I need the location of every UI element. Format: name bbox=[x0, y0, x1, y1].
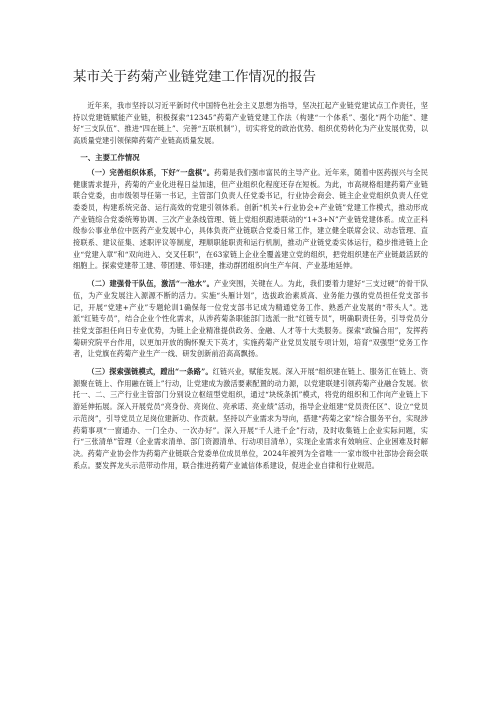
section-heading: 一、主要工作情况 bbox=[80, 152, 140, 162]
paragraph-2-body: 产业突围，关键在人。为此，我们要着力建好“三支过硬”的骨干队伍，为产业发展注入源源不断的活力。实施“头雁计划”，选拔政治素质高、业务能力强的党员担任党支部书记，开展“党建+产业”专题轮训1确保每一位党支部书记成为精通党务工作、熟悉产业发展的“带头人”。选派“红链专员”，结合企业个性化需求，从涉药菊条职能部门选派一批“红链专员”，明确职责任务，引导党员分挂党支部担任向日专业优势，为链上企业精准提供政务、金融、人才等十大类服务。探索“政编合用”，发挥药菊研究院平台作用，以更加开放的胸怀聚天下英才，实施药菊产业党员发展专项计划，培育“双强型”党务工作者，让党旗在药菊产业生产一线、研发创新前沿高高飘扬。 bbox=[73, 279, 428, 359]
paragraph-1-body: 药菊是我们强市富民的主导产业。近年来，随着中医药振兴与全民健康需求提升，药菊的产业化进程日益加速，但产业组织化程度还存在短板。为此，市高规格组建药菊产业链联合党委，由市级领导任第一书记，主管部门负责人任党委书记，行业协会商会、链主企业党组织负责人任党委委员，构建系统完备、运行高效的党建引领体系。创新“机关+行业协会+产业链”党建工作模式，推动形成产业链综合党委统筹协调、三次产业条线管理、链上党组织跟进联动的“1+3+N”产业链党建体系。成立正科级参公事业单位中医药产业发展中心，具体负责产业链联合党委日常工作，建立健全联席会议、动态管理、直接联系、建议征集、述职评议等制度，理顺职能职责和运行机制，推动产业链党委实体运行，稳步推进链上企业“党建入章”和“双向进入、交叉任职”，在63家链上企业全覆盖建立党的组织，把党组织建在产业链最活跃的细胞上。探索党建带工建、带团建、带妇建，推动群团组织向生产车间、产业基地延伸。 bbox=[73, 167, 428, 271]
paragraph-2 bbox=[73, 278, 428, 360]
intro-paragraph: 近年来，我市坚持以习近平新时代中国特色社会主义思想为指导，坚决扛起产业链党建试点工作责任，坚持以党建链赋能产业链，积极探索“12345”药菊产业链党建工作法（构建“一个体系”、强化“两个功能”、建好“三支队伍”、推进“四在链上”、完善“五联机制”），切实将党的政治优势、组织优势转化为产业发展优势，以高质量党建引领保障药菊产业链高质量发展。 bbox=[73, 101, 428, 146]
paragraph-3-subheading: （三）探索强链模式，蹚出“一条路”。 bbox=[87, 367, 213, 377]
paragraph-3 bbox=[73, 366, 428, 471]
paragraph-1 bbox=[73, 167, 428, 272]
paragraph-2-subheading: （二）建强骨干队伍，激活“一池水”。 bbox=[87, 279, 214, 289]
paragraph-1-subheading: （一）完善组织体系，下好“一盘棋”。 bbox=[87, 167, 215, 177]
document-page bbox=[73, 68, 428, 473]
paragraph-3-body: 红链兴业，赋能发展。深入开展“组织建在链上、服务汇在链上、资源聚在链上、作用融在链上”行动，让党建成为激活要素配置的动力源，以党建联建引领药菊产业融合发展。依托一、二、三产行业主管部门分别设立枢纽型党组织，通过“块统条抓”模式，将党的组织和工作向产业链上下游延伸拓展。深入开展党员“亮身份、亮岗位、亮承诺、亮业绩”活动，指导企业组建“党员责任区”、设立“党员示范岗”，引导党员立足岗位建新功、作贡献。坚持以产业需求为导向，搭建“药菊之家”综合服务平台，实现涉药菊事项“一窗通办、一门全办、一次办好”。深入开展“千人进千企”行动，及时收集链上企业实际问题，实行“三张清单”管理（企业需求清单、部门资源清单、行动项目清单），实现企业需求有效响应、企业困难及时解决。药菊产业协会作为药菊产业链联合党委单位成员单位，2024年被列为全省唯一一家市级中社部协会商会联系点。要发挥龙头示范带动作用，联合推进药菊产业诚信体系建设，促进企业自律和行业规范。 bbox=[73, 367, 428, 470]
document-title: 某市关于药菊产业链党建工作情况的报告 bbox=[73, 69, 316, 85]
